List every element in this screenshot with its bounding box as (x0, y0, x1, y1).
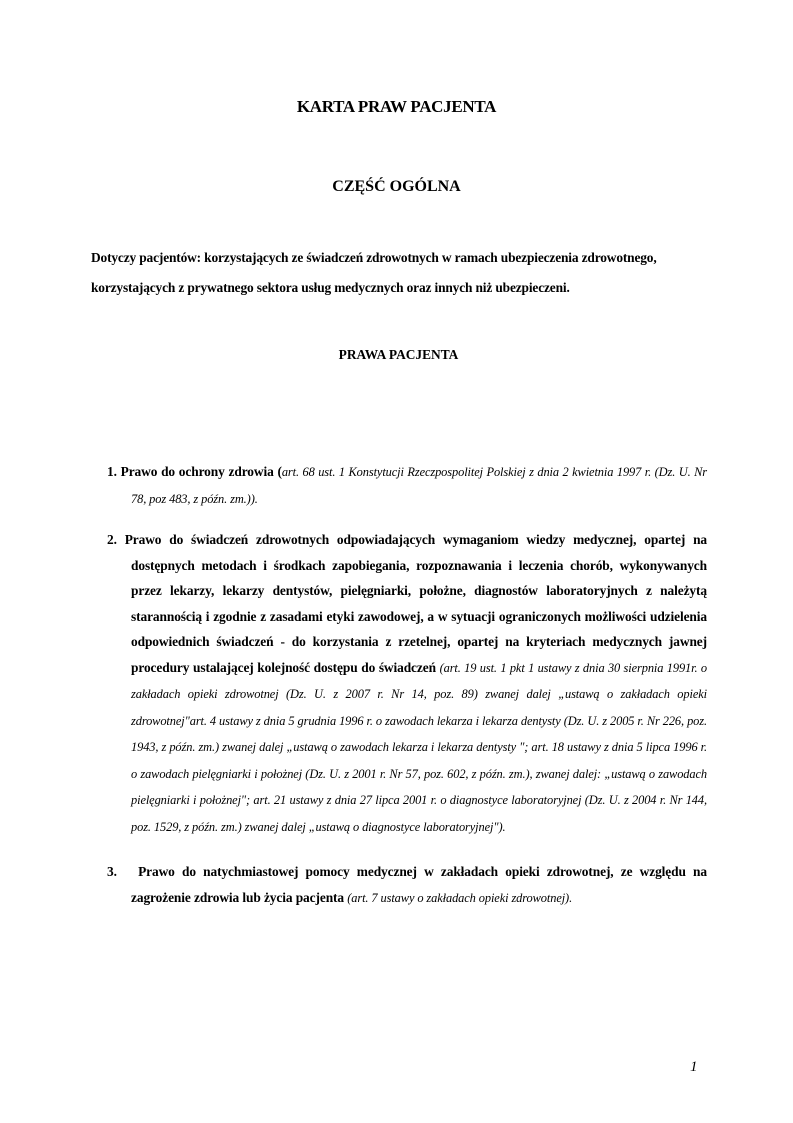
rights-list (107, 459, 707, 911)
right-text: Prawo do ochrony zdrowia ( (120, 464, 282, 479)
right-number: 3. (107, 864, 117, 879)
section-title: CZĘŚĆ OGÓLNA (332, 178, 461, 195)
right-number: 1. (107, 464, 117, 479)
right-text: Prawo do świadczeń zdrowotnych odpowiadających wymaganiom wiedzy medycznej, opartej na dostępnych metodach i środkach zapobiegania, rozpoznawania i leczenia chorób, wykonywanych przez lekarzy, lekarzy dentystów, pielęgniarki, położne, diagnostów laboratoryjnych z należytą starannością i zgodnie z zasadami etyki zawodowej, a w sytuacji ograniczonych możliwości udzielenia odpowiednich świadczeń - do korzystania z rzetelnej, opartej na kryteriach medycznych jawnej procedury ustalającej kolejność dostępu do świadczeń (124, 532, 708, 675)
right-item-2 (107, 527, 707, 840)
right-item-3 (107, 859, 707, 911)
right-citation: art. 68 ust. 1 Konstytucji Rzeczpospolitej Polskiej z dnia 2 kwietnia 1997 r. (Dz. U. Nr 78, poz 483, z późn. zm.)). (131, 465, 707, 506)
right-citation: (art. 19 ust. 1 pkt 1 ustawy z dnia 30 sierpnia 1991r. o zakładach opieki zdrowotnej (Dz. U. z 2007 r. Nr 14, poz. 89) zwanej dalej „ustawą o zakładach opieki zdrowotnej"art. 4 ustawy z dnia 5 grudnia 1996 r. o zawodach lekarza i lekarza dentysty (Dz. U. z 2005 r. Nr 226, poz. 1943, z późn. zm.) zwanej dalej „ustawą o zawodach lekarza i lekarza dentysty "; art. 18 ustawy z dnia 5 lipca 1996 r. o zawodach pielęgniarki i położnej (Dz. U. z 2001 r. Nr 57, poz. 602, z późn. zm.), zwanej dalej: „ustawą o zawodach pielęgniarki i położnej"; art. 21 ustawy z dnia 27 lipca 2001 r. o diagnostyce laboratoryjnej (Dz. U. z 2004 r. Nr 144, poz. 1529, z późn. zm.) zwanej dalej „ustawą o diagnostyce laboratoryjnej"). (131, 660, 707, 834)
right-number: 2. (107, 532, 117, 547)
intro-paragraph: Dotyczy pacjentów: korzystających ze świadczeń zdrowotnych w ramach ubezpieczenia zdrowotnego, korzystających z prywatnego sektora usług medycznych oraz innych niż ubezpieczeni. (91, 250, 657, 295)
subsection-title: PRAWA PACJENTA (338, 347, 459, 362)
right-citation: (art. 7 ustawy o zakładach opieki zdrowotnej). (347, 890, 573, 905)
right-text: Prawo do natychmiastowej pomocy medycznej w zakładach opieki zdrowotnej, ze względu na zagrożenie zdrowia lub życia pacjenta (131, 864, 708, 905)
document-title: KARTA PRAW PACJENTA (296, 97, 497, 116)
right-item-1 (107, 459, 707, 512)
page-number: 1 (690, 1059, 698, 1075)
